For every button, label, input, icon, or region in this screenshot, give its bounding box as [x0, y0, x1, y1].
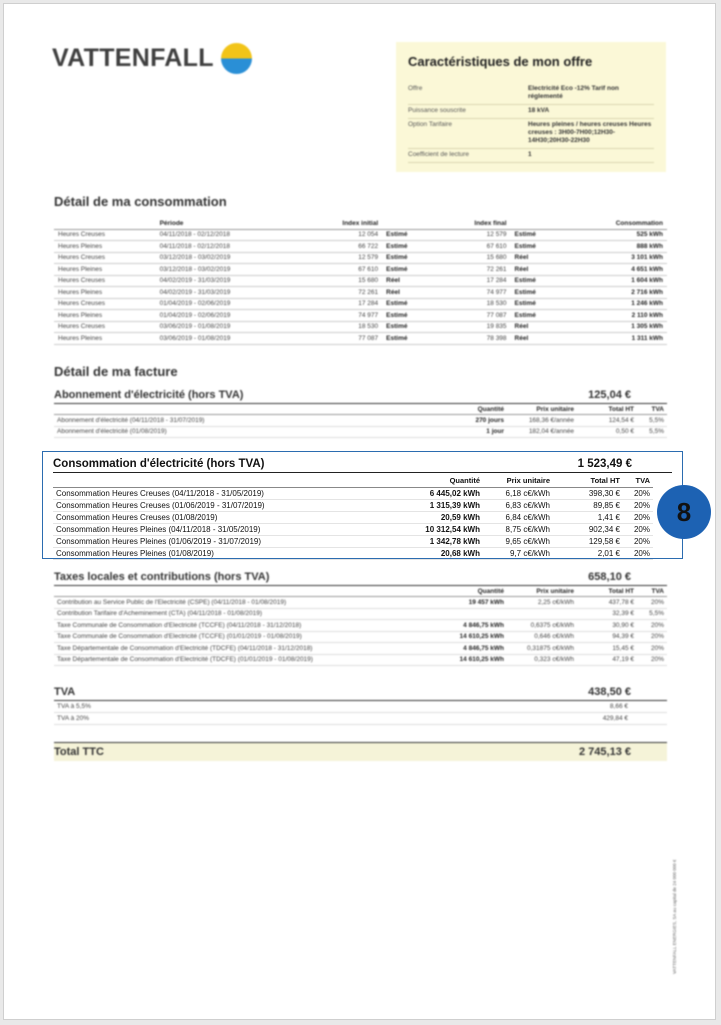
table-cell: 1 315,39 kWh: [403, 500, 483, 512]
tva-row-value: 8,66 €: [609, 703, 628, 710]
table-cell: 78 398: [436, 333, 510, 345]
table-cell: 72 261: [301, 287, 382, 299]
electricity-consumption-title: Consommation d'électricité (hors TVA): [53, 458, 265, 470]
table-cell: Heures Pleines: [54, 264, 156, 276]
table-cell: 20%: [637, 597, 667, 609]
tva-row-label: TVA à 20%: [57, 715, 90, 722]
table-cell: 6,83 c€/kWh: [483, 500, 553, 512]
table-cell: 12 054: [301, 229, 382, 241]
tva-block: [54, 686, 667, 725]
table-cell: 2 110 kWh: [565, 310, 667, 322]
table-cell: 129,58 €: [553, 536, 623, 548]
table-cell: Heures Creuses: [54, 275, 156, 287]
vattenfall-logo: [52, 42, 252, 74]
table-row: [54, 643, 667, 655]
table-row: [54, 620, 667, 632]
table-cell: 2 716 kWh: [565, 287, 667, 299]
table-cell: 0,31875 c€/kWh: [507, 643, 577, 655]
table-cell: 77 087: [301, 333, 382, 345]
table-cell: 20%: [637, 643, 667, 655]
table-row: [54, 608, 667, 620]
offer-row-key: Option Tarifaire: [408, 121, 452, 128]
table-cell: Estimé: [511, 229, 565, 241]
table-header-row: [53, 473, 653, 488]
table-cell: 5,5%: [637, 608, 667, 620]
subscription-title: Abonnement d'électricité (hors TVA): [54, 389, 244, 401]
table-cell: 1 311 kWh: [565, 333, 667, 345]
table-cell: 03/12/2018 - 03/02/2019: [156, 252, 302, 264]
taxes-header: [54, 571, 667, 586]
table-cell: 1 305 kWh: [565, 321, 667, 333]
table-cell: 94,39 €: [577, 631, 637, 643]
total-ttc: [54, 742, 667, 761]
legal-side-text: VATTENFALL ENERGIES, SA au capital de 24 000 000 €: [672, 859, 677, 974]
table-cell: 04/02/2019 - 31/03/2019: [156, 287, 302, 299]
table-cell: 270 jours: [437, 415, 507, 427]
electricity-consumption-header: [53, 458, 672, 473]
table-cell: 74 977: [301, 310, 382, 322]
offer-row-key: Offre: [408, 85, 423, 92]
table-cell: Estimé: [511, 241, 565, 253]
table-cell: Contribution au Service Public de l'Electricité (CSPE) (04/11/2018 - 01/08/2019): [54, 597, 437, 609]
column-header: Quantité: [437, 404, 507, 415]
table-cell: 1 246 kWh: [565, 298, 667, 310]
invoice-detail-title: Détail de ma facture: [54, 364, 178, 379]
table-cell: 20%: [623, 548, 653, 560]
table-cell: 20%: [637, 654, 667, 666]
table-row: [54, 654, 667, 666]
tva-row: [54, 713, 667, 725]
table-row: [54, 310, 667, 322]
table-cell: Estimé: [382, 252, 436, 264]
table-cell: Estimé: [382, 229, 436, 241]
table-cell: 10 312,54 kWh: [403, 524, 483, 536]
column-header: Prix unitaire: [507, 586, 577, 597]
tva-header: [54, 686, 667, 701]
table-cell: 20%: [623, 488, 653, 500]
table-cell: Consommation Heures Pleines (04/11/2018 - 31/05/2019): [53, 524, 403, 536]
table-cell: Estimé: [511, 298, 565, 310]
table-cell: Estimé: [382, 321, 436, 333]
table-cell: 67 610: [301, 264, 382, 276]
invoice-page: [3, 3, 716, 1020]
table-cell: Heures Creuses: [54, 252, 156, 264]
table-row: [54, 415, 667, 427]
table-row: [53, 548, 653, 560]
table-cell: 14 610,25 kWh: [437, 631, 507, 643]
column-header: TVA: [623, 473, 653, 488]
offer-row: [408, 83, 654, 105]
table-row: [54, 229, 667, 241]
tva-amount: 438,50 €: [588, 686, 631, 698]
offer-rows: [408, 83, 654, 163]
tva-row-value: 429,84 €: [602, 715, 628, 722]
table-cell: Taxe Départementale de Consommation d'Electricité (TDCFE) (04/11/2018 - 31/12/2018): [54, 643, 437, 655]
column-header: Prix unitaire: [507, 404, 577, 415]
table-cell: 15 680: [436, 252, 510, 264]
table-cell: Réel: [511, 321, 565, 333]
column-header: [53, 473, 403, 488]
table-row: [53, 488, 653, 500]
total-amount: 2 745,13 €: [579, 746, 631, 758]
table-cell: 1,41 €: [553, 512, 623, 524]
table-row: [53, 536, 653, 548]
table-cell: 20%: [623, 512, 653, 524]
table-header-row: [54, 218, 667, 229]
table-cell: 20%: [623, 536, 653, 548]
logo-mark-icon: [221, 43, 252, 74]
table-row: [53, 524, 653, 536]
logo-text: VATTENFALL: [52, 43, 214, 72]
column-header: [382, 218, 436, 229]
table-cell: Réel: [511, 252, 565, 264]
column-header: TVA: [637, 404, 667, 415]
electricity-consumption-block: [42, 451, 683, 559]
table-cell: Heures Creuses: [54, 229, 156, 241]
subscription-block: [54, 389, 667, 438]
table-cell: 03/06/2019 - 01/08/2019: [156, 333, 302, 345]
consumption-table: [54, 218, 667, 345]
table-cell: 20,59 kWh: [403, 512, 483, 524]
table-cell: Consommation Heures Creuses (01/08/2019): [53, 512, 403, 524]
table-cell: 4 846,75 kWh: [437, 620, 507, 632]
table-cell: Consommation Heures Pleines (01/08/2019): [53, 548, 403, 560]
table-cell: Consommation Heures Pleines (01/06/2019 - 31/07/2019): [53, 536, 403, 548]
table-row: [54, 597, 667, 609]
column-header: Total HT: [553, 473, 623, 488]
table-cell: Estimé: [511, 310, 565, 322]
table-cell: Heures Pleines: [54, 241, 156, 253]
table-cell: 1 342,78 kWh: [403, 536, 483, 548]
column-header: TVA: [637, 586, 667, 597]
table-cell: Réel: [511, 264, 565, 276]
column-header: [511, 218, 565, 229]
offer-row-key: Coefficient de lecture: [408, 151, 469, 158]
table-cell: Estimé: [511, 275, 565, 287]
offer-row: [408, 119, 654, 149]
table-row: [54, 321, 667, 333]
table-cell: Réel: [382, 275, 436, 287]
table-cell: Estimé: [382, 333, 436, 345]
table-cell: [507, 608, 577, 620]
table-row: [54, 287, 667, 299]
table-cell: Taxe Communale de Consommation d'Electricité (TCCFE) (01/01/2019 - 01/08/2019): [54, 631, 437, 643]
table-cell: [437, 608, 507, 620]
table-row: [54, 275, 667, 287]
subscription-header: [54, 389, 667, 404]
table-cell: 124,54 €: [577, 415, 637, 427]
table-cell: 01/04/2019 - 02/06/2019: [156, 298, 302, 310]
table-cell: 89,85 €: [553, 500, 623, 512]
table-cell: Réel: [382, 287, 436, 299]
table-cell: 0,50 €: [577, 426, 637, 438]
table-cell: 12 579: [301, 252, 382, 264]
table-cell: 2,01 €: [553, 548, 623, 560]
table-cell: 17 284: [301, 298, 382, 310]
table-cell: 4 651 kWh: [565, 264, 667, 276]
table-cell: 19 835: [436, 321, 510, 333]
column-header: [54, 218, 156, 229]
column-header: Quantité: [437, 586, 507, 597]
table-cell: 3 101 kWh: [565, 252, 667, 264]
tva-row-label: TVA à 5,5%: [57, 703, 91, 710]
table-cell: 03/12/2018 - 03/02/2019: [156, 264, 302, 276]
table-cell: 6 445,02 kWh: [403, 488, 483, 500]
electricity-consumption-table: [53, 473, 653, 560]
table-cell: Réel: [511, 333, 565, 345]
table-cell: 20%: [637, 620, 667, 632]
table-cell: 168,36 €/année: [507, 415, 577, 427]
table-cell: Heures Creuses: [54, 298, 156, 310]
table-row: [54, 631, 667, 643]
table-cell: 1 604 kWh: [565, 275, 667, 287]
offer-row: [408, 105, 654, 119]
table-cell: 15,45 €: [577, 643, 637, 655]
table-cell: 20%: [623, 524, 653, 536]
table-cell: Taxe Communale de Consommation d'Electricité (TCCFE) (04/11/2018 - 31/12/2018): [54, 620, 437, 632]
table-cell: Estimé: [382, 264, 436, 276]
step-badge: 8: [657, 485, 711, 539]
electricity-consumption-amount: 1 523,49 €: [577, 458, 632, 470]
column-header: Prix unitaire: [483, 473, 553, 488]
table-cell: 1 jour: [437, 426, 507, 438]
taxes-title: Taxes locales et contributions (hors TVA): [54, 571, 270, 583]
offer-row-value: Heures pleines / heures creuses Heures creuses : 3H00-7H00;12H30-14H30;20H30-22H30: [528, 121, 652, 144]
table-cell: 67 610: [436, 241, 510, 253]
table-cell: 902,34 €: [553, 524, 623, 536]
table-cell: 04/11/2018 - 02/12/2018: [156, 241, 302, 253]
column-header: Quantité: [403, 473, 483, 488]
table-cell: 20%: [623, 500, 653, 512]
table-cell: Heures Pleines: [54, 310, 156, 322]
offer-panel: [396, 42, 666, 172]
table-cell: 66 722: [301, 241, 382, 253]
table-cell: Contribution Tarifaire d'Acheminement (CTA) (04/11/2018 - 01/08/2019): [54, 608, 437, 620]
table-row: [54, 333, 667, 345]
table-row: [54, 264, 667, 276]
table-cell: Abonnement d'électricité (04/11/2018 - 31/07/2019): [54, 415, 437, 427]
table-cell: 12 579: [436, 229, 510, 241]
offer-row-key: Puissance souscrite: [408, 107, 466, 114]
table-cell: 398,30 €: [553, 488, 623, 500]
taxes-table: [54, 586, 667, 666]
table-cell: Heures Pleines: [54, 287, 156, 299]
table-cell: 01/04/2019 - 02/06/2019: [156, 310, 302, 322]
column-header: Index final: [436, 218, 510, 229]
table-cell: 18 530: [301, 321, 382, 333]
table-cell: Estimé: [382, 241, 436, 253]
tva-row: [54, 701, 667, 713]
tva-title: TVA: [54, 686, 76, 698]
table-cell: 14 610,25 kWh: [437, 654, 507, 666]
table-cell: Estimé: [382, 310, 436, 322]
table-cell: Heures Pleines: [54, 333, 156, 345]
total-label: Total TTC: [54, 746, 104, 758]
table-cell: 20%: [637, 631, 667, 643]
table-cell: 32,39 €: [577, 608, 637, 620]
tva-rows: [54, 701, 667, 725]
table-cell: 15 680: [301, 275, 382, 287]
table-cell: Taxe Départementale de Consommation d'Electricité (TDCFE) (01/01/2019 - 01/08/2019): [54, 654, 437, 666]
table-cell: 182,04 €/année: [507, 426, 577, 438]
table-cell: 5,5%: [637, 426, 667, 438]
table-cell: 77 087: [436, 310, 510, 322]
column-header: [54, 404, 437, 415]
table-cell: 6,18 c€/kWh: [483, 488, 553, 500]
table-cell: Estimé: [382, 298, 436, 310]
offer-row-value: Electricité Eco -12% Tarif non réglementé: [528, 85, 619, 100]
table-cell: 72 261: [436, 264, 510, 276]
table-cell: 525 kWh: [565, 229, 667, 241]
table-row: [54, 241, 667, 253]
offer-row: [408, 149, 654, 163]
table-cell: 888 kWh: [565, 241, 667, 253]
subscription-amount: 125,04 €: [588, 389, 631, 401]
table-row: [53, 512, 653, 524]
column-header: Période: [156, 218, 302, 229]
offer-title: Caractéristiques de mon offre: [408, 54, 593, 69]
table-cell: 437,78 €: [577, 597, 637, 609]
table-cell: 04/11/2018 - 02/12/2018: [156, 229, 302, 241]
table-cell: 6,84 c€/kWh: [483, 512, 553, 524]
table-cell: Heures Creuses: [54, 321, 156, 333]
table-row: [53, 500, 653, 512]
offer-row-value: 18 kVA: [528, 107, 550, 114]
table-cell: 30,90 €: [577, 620, 637, 632]
table-cell: 0,6375 c€/kWh: [507, 620, 577, 632]
table-cell: 19 457 kWh: [437, 597, 507, 609]
table-cell: Consommation Heures Creuses (01/06/2019 - 31/07/2019): [53, 500, 403, 512]
table-cell: 74 977: [436, 287, 510, 299]
table-cell: 04/02/2019 - 31/03/2019: [156, 275, 302, 287]
consumption-title: Détail de ma consommation: [54, 194, 227, 209]
table-cell: 03/06/2019 - 01/08/2019: [156, 321, 302, 333]
subscription-table: [54, 404, 667, 438]
column-header: Index initial: [301, 218, 382, 229]
column-header: Total HT: [577, 404, 637, 415]
column-header: [54, 586, 437, 597]
table-cell: 8,75 c€/kWh: [483, 524, 553, 536]
table-cell: 18 530: [436, 298, 510, 310]
table-row: [54, 252, 667, 264]
taxes-amount: 658,10 €: [588, 571, 631, 583]
table-cell: 0,323 c€/kWh: [507, 654, 577, 666]
table-cell: 2,25 c€/kWh: [507, 597, 577, 609]
table-cell: Consommation Heures Creuses (04/11/2018 - 31/05/2019): [53, 488, 403, 500]
table-cell: 17 284: [436, 275, 510, 287]
table-row: [54, 426, 667, 438]
column-header: Total HT: [577, 586, 637, 597]
table-cell: 20,68 kWh: [403, 548, 483, 560]
table-cell: 9,7 c€/kWh: [483, 548, 553, 560]
taxes-block: [54, 571, 667, 666]
offer-row-value: 1: [528, 151, 532, 158]
table-cell: 0,646 c€/kWh: [507, 631, 577, 643]
table-cell: Estimé: [511, 287, 565, 299]
table-row: [54, 298, 667, 310]
column-header: Consommation: [565, 218, 667, 229]
table-cell: Abonnement d'électricité (01/08/2019): [54, 426, 437, 438]
table-header-row: [54, 404, 667, 415]
table-cell: 5,5%: [637, 415, 667, 427]
table-cell: 9,65 c€/kWh: [483, 536, 553, 548]
table-cell: 4 846,75 kWh: [437, 643, 507, 655]
table-header-row: [54, 586, 667, 597]
table-cell: 47,19 €: [577, 654, 637, 666]
